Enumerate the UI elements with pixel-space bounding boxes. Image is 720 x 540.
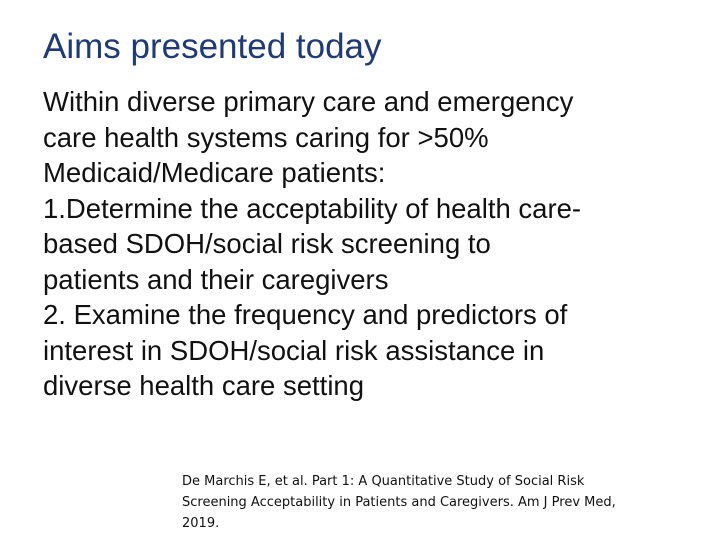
- citation-line-1: De Marchis E, et al. Part 1: A Quantitative Study of Social Risk: [182, 474, 585, 489]
- body-line-aim1-2: based SDOH/social risk screening to: [43, 228, 491, 259]
- body-line-aim2-2: interest in SDOH/social risk assistance in: [43, 334, 545, 366]
- body-line-aim2-1: 2. Examine the frequency and predictors of: [43, 299, 568, 330]
- body-line-intro-3: Medicaid/Medicare patients:: [43, 157, 386, 188]
- body-line-aim1-3: patients and their caregivers: [43, 263, 389, 295]
- body-line-aim1-1: 1.Determine the acceptability of health care-: [43, 192, 582, 224]
- body-line-intro-1: Within diverse primary care and emergency: [43, 86, 574, 117]
- citation: [182, 471, 692, 534]
- body-line-aim2-3: diverse health care setting: [43, 370, 365, 401]
- citation-line-2: Screening Acceptability in Patients and Caregivers. Am J Prev Med,: [182, 495, 616, 510]
- aims-body: [43, 84, 683, 404]
- body-line-intro-2: care health systems caring for >50%: [43, 121, 489, 153]
- citation-line-3: 2019.: [182, 516, 220, 531]
- slide-title: Aims presented today: [43, 27, 382, 66]
